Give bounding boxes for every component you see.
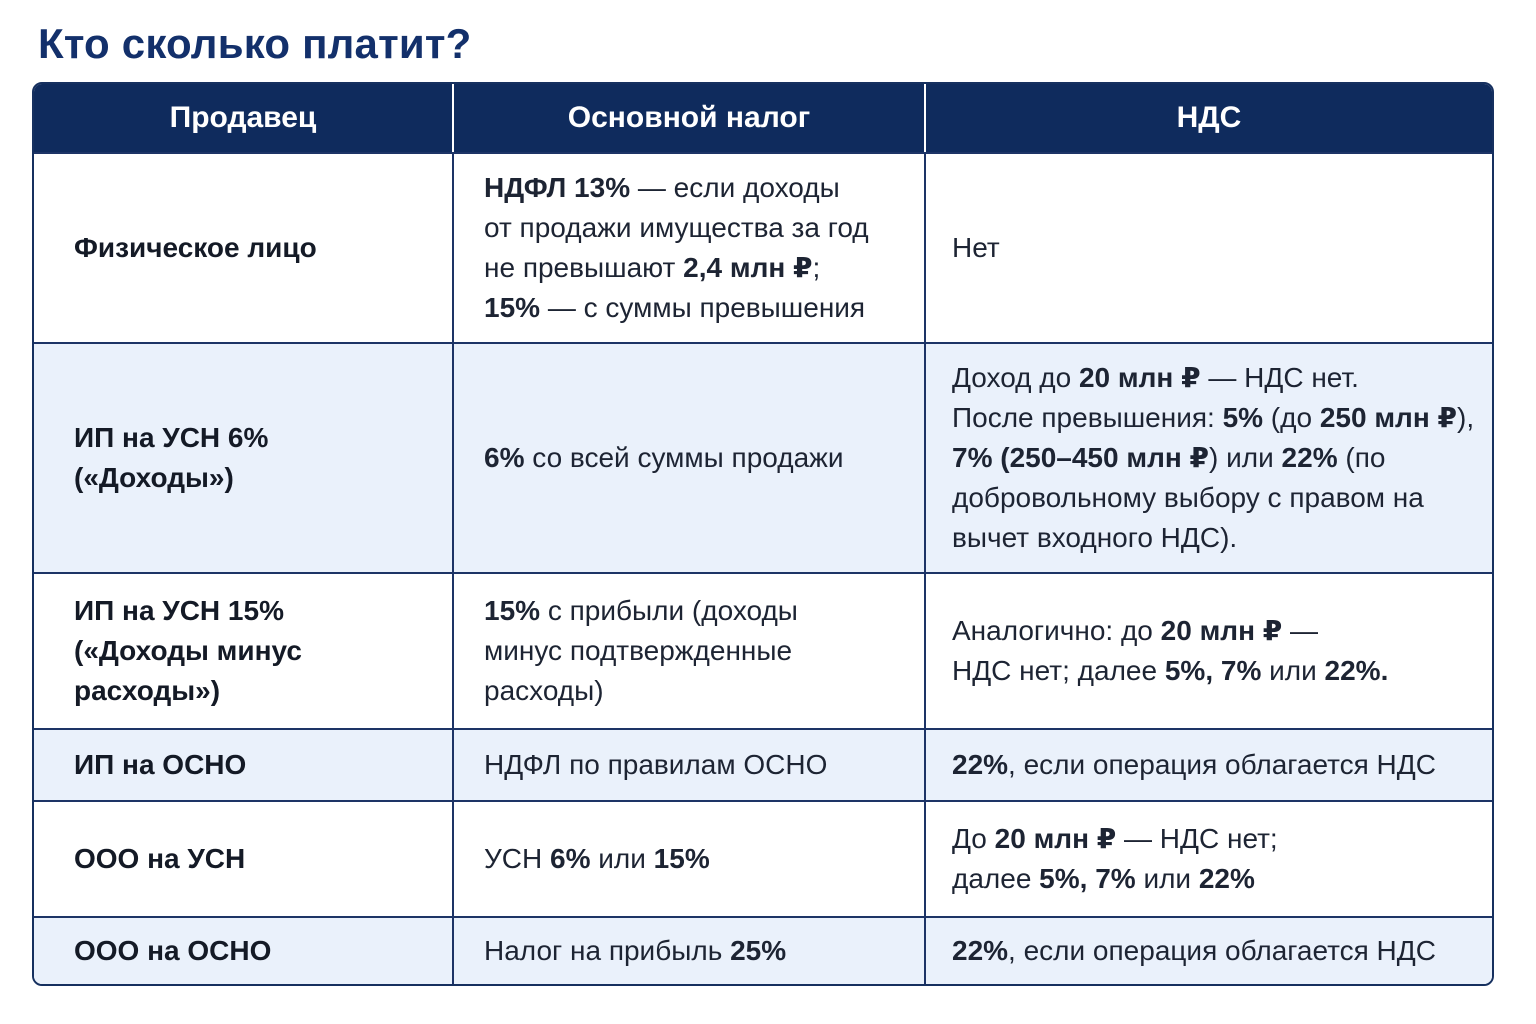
- text-line: НДФЛ по правилам ОСНО: [484, 749, 828, 780]
- text-line: 22%, если операция облагается НДС: [952, 749, 1436, 780]
- seller-label: Физическое лицо: [74, 232, 317, 263]
- main-tax-cell: [454, 918, 926, 984]
- vat-cell: [926, 574, 1492, 728]
- table-row: [34, 154, 1492, 344]
- seller-cell: [34, 344, 454, 572]
- table-row: [34, 344, 1492, 574]
- bold-value: 20 млн ₽: [1160, 615, 1283, 646]
- main-tax-text: [484, 931, 786, 971]
- seller-label: ООО на ОСНО: [74, 935, 272, 966]
- bold-value: 22%: [952, 749, 1009, 780]
- text-line: 15% — с суммы превышения: [484, 292, 866, 323]
- bold-value: 25%: [730, 935, 787, 966]
- vat-text: [952, 745, 1436, 785]
- bold-value: 7% (250–450 млн ₽: [952, 442, 1210, 473]
- text-line: от продажи имущества за год: [484, 212, 869, 243]
- bold-value: 6%: [550, 843, 591, 874]
- bold-value: 22%: [1281, 442, 1338, 473]
- text-line: далее 5%, 7% или 22%: [952, 863, 1255, 894]
- seller-label: ИП на УСН 15% («Доходы минус расходы»): [74, 595, 302, 706]
- bold-value: 2,4 млн ₽: [683, 252, 813, 283]
- text-line: 15% с прибыли (доходы: [484, 595, 798, 626]
- bold-value: 20 млн ₽: [994, 823, 1117, 854]
- text-line: не превышают 2,4 млн ₽;: [484, 252, 821, 283]
- main-tax-text: [484, 168, 869, 328]
- header-vat: НДС: [1176, 101, 1242, 134]
- vat-text: [952, 931, 1436, 971]
- bold-value: 22%: [952, 935, 1009, 966]
- text-line: 22%, если операция облагается НДС: [952, 935, 1436, 966]
- main-tax-cell: [454, 574, 926, 728]
- main-tax-text: [484, 438, 844, 478]
- bold-value: 20 млн ₽: [1078, 362, 1201, 393]
- seller-cell: [34, 802, 454, 916]
- bold-value: 22%.: [1324, 655, 1389, 686]
- main-tax-cell: [454, 344, 926, 572]
- main-tax-text: [484, 591, 798, 711]
- seller-cell: [34, 154, 454, 342]
- header-seller: Продавец: [34, 84, 454, 152]
- text-line: Доход до 20 млн ₽ — НДС нет.: [952, 362, 1359, 393]
- text-line: расходы): [484, 675, 604, 706]
- main-tax-text: [484, 839, 710, 879]
- page-title: Кто сколько платит?: [38, 20, 472, 67]
- main-tax-cell: [454, 802, 926, 916]
- bold-value: 6%: [484, 442, 525, 473]
- seller-label: ИП на ОСНО: [74, 749, 247, 780]
- table-row: [34, 802, 1492, 918]
- text-line: Нет: [952, 232, 1000, 263]
- seller-label: ИП на УСН 6% («Доходы»): [74, 422, 269, 493]
- table-row: [34, 574, 1492, 730]
- text-line: минус подтвержденные: [484, 635, 793, 666]
- seller-cell: [34, 918, 454, 984]
- bold-value: 15%: [484, 595, 541, 626]
- vat-text: [952, 228, 1000, 268]
- text-line: Аналогично: до 20 млн ₽ —: [952, 615, 1319, 646]
- text-line: 7% (250–450 млн ₽) или 22% (по: [952, 442, 1386, 473]
- bold-value: 15%: [484, 292, 541, 323]
- text-line: 6% со всей суммы продажи: [484, 442, 844, 473]
- table-row: [34, 918, 1492, 984]
- main-tax-cell: [454, 730, 926, 800]
- text-line: До 20 млн ₽ — НДС нет;: [952, 823, 1278, 854]
- text-line: УСН 6% или 15%: [484, 843, 710, 874]
- seller-cell: [34, 574, 454, 728]
- bold-value: 22%: [1198, 863, 1255, 894]
- header-main-tax: Основной налог: [454, 84, 926, 152]
- table-header-row: [34, 84, 1492, 154]
- vat-cell: [926, 154, 1492, 342]
- tax-table: [32, 82, 1494, 986]
- text-line: НДФЛ 13% — если доходы: [484, 172, 840, 203]
- bold-value: 15%: [653, 843, 710, 874]
- text-line: Налог на прибыль 25%: [484, 935, 787, 966]
- text-line: НДС нет; далее 5%, 7% или 22%.: [952, 655, 1389, 686]
- vat-text: [952, 358, 1474, 558]
- vat-cell: [926, 918, 1492, 984]
- bold-value: 250 млн ₽: [1319, 402, 1457, 433]
- bold-value: НДФЛ 13%: [484, 172, 631, 203]
- seller-label: ООО на УСН: [74, 843, 246, 874]
- text-line: После превышения: 5% (до 250 млн ₽),: [952, 402, 1475, 433]
- main-tax-cell: [454, 154, 926, 342]
- vat-text: [952, 611, 1388, 691]
- table-row: [34, 730, 1492, 802]
- vat-cell: [926, 730, 1492, 800]
- bold-value: 5%, 7%: [1039, 863, 1136, 894]
- text-line: вычет входного НДС).: [952, 522, 1238, 553]
- main-tax-text: [484, 745, 827, 785]
- bold-value: 5%, 7%: [1164, 655, 1262, 686]
- bold-value: 5%: [1222, 402, 1264, 433]
- vat-text: [952, 819, 1278, 899]
- seller-cell: [34, 730, 454, 800]
- vat-cell: [926, 802, 1492, 916]
- text-line: добровольному выбору с правом на: [952, 482, 1424, 513]
- vat-cell: [926, 344, 1492, 572]
